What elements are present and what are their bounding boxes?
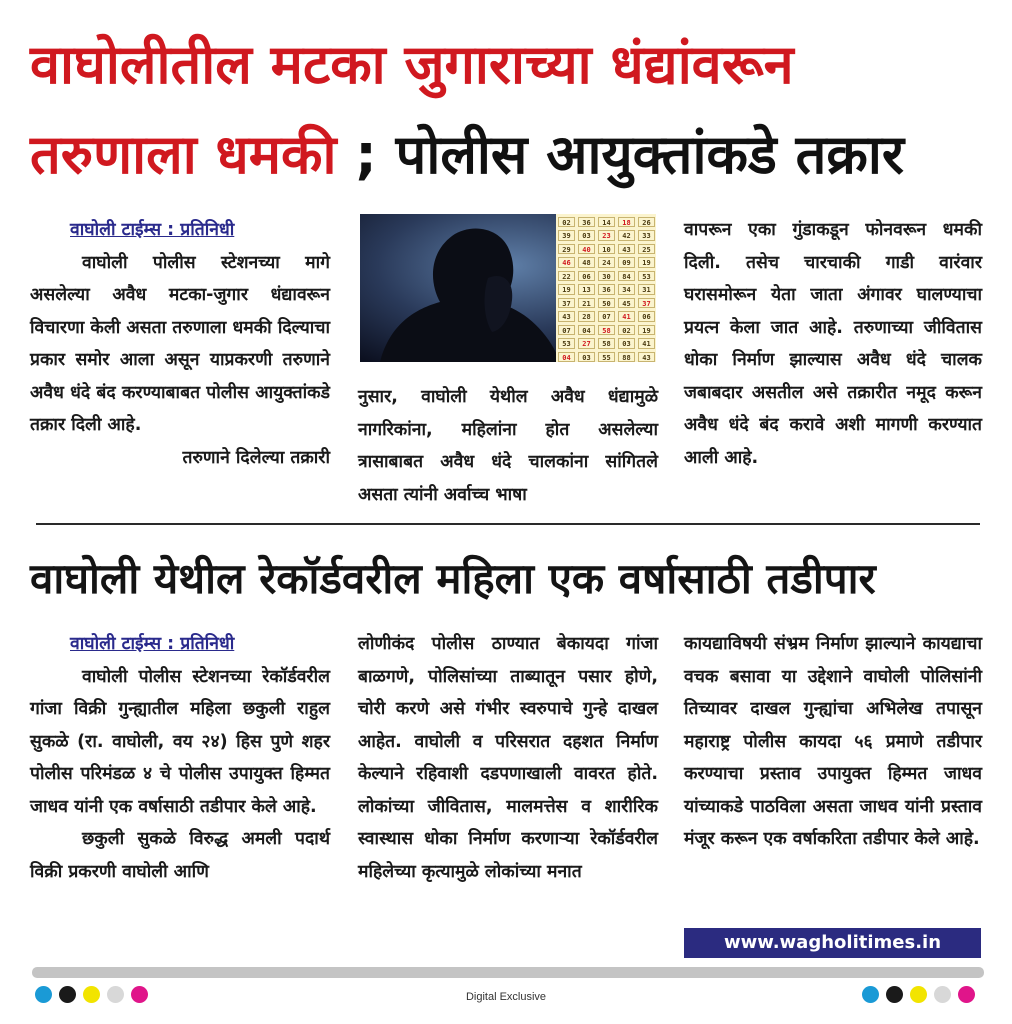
article-2-byline: वाघोली टाईम्स : प्रतिनिधी [70, 634, 235, 654]
grid-number: 06 [638, 311, 655, 321]
grid-number: 53 [558, 338, 575, 348]
article-1-photo [360, 214, 656, 362]
grid-number: 29 [558, 244, 575, 254]
grid-number: 24 [598, 257, 615, 267]
headline-2: वाघोली येथील रेकॉर्डवरील महिला एक वर्षासाठी तडीपार [30, 554, 876, 603]
grid-number: 55 [598, 352, 615, 362]
grid-number: 25 [638, 244, 655, 254]
grid-number: 04 [558, 352, 575, 362]
article-2-column-2-text: लोणीकंद पोलीस ठाण्यात बेकायदा गांजा बाळगणे, पोलिसांच्या ताब्यातून पसार होणे, चोरी करणे असे गंभीर स्वरुपाचे गुन्हे दाखल आहेत. वाघोली व परिसरात दहशत निर्माण केल्याने रहिवाशी दडपणाखाली वावरत होते. लोकांच्या जीवितास, मालमत्तेस व शारीरिक स्वास्थास धोका निर्माण करणाऱ्या रेकॉर्डवरील महिलेच्या कृत्यामुळे लोकांच्या मनात [358, 634, 658, 882]
grid-number: 58 [598, 325, 615, 335]
grid-number: 22 [558, 271, 575, 281]
grid-number: 36 [598, 284, 615, 294]
grid-number: 23 [598, 230, 615, 240]
grid-number: 07 [598, 311, 615, 321]
article-2-paragraph-1: वाघोली पोलीस स्टेशनच्या रेकॉर्डवरील गांजा विक्री गुन्ह्यातील महिला छकुली राहुल सुकळे (रा. वाघोली, वय २४) हिस पुणे शहर पोलीस परिमंडळ ४ चे पोलीस उपायुक्त हिम्मत जाधव यांनी एक वर्षासाठी तडीपार केले आहे. [30, 666, 330, 817]
grid-number: 03 [618, 338, 635, 348]
footer-label: Digital Exclusive [465, 991, 547, 1003]
article-1-column-2-text: नुसार, वाघोली येथील अवैध धंद्यामुळे नागरिकांना, महिलांना होत असलेल्या त्रासाबाबत अवैध धंदे चालकांना सांगितले असता त्यांनी अर्वाच्च भाषा [358, 387, 658, 505]
grid-number: 27 [578, 338, 595, 348]
grid-number: 41 [618, 311, 635, 321]
grid-number: 14 [598, 217, 615, 227]
grid-number: 84 [618, 271, 635, 281]
grid-number: 19 [558, 284, 575, 294]
grid-number: 34 [618, 284, 635, 294]
grid-number: 88 [618, 352, 635, 362]
grid-number: 02 [558, 217, 575, 227]
grid-number: 41 [638, 338, 655, 348]
grid-number: 36 [578, 217, 595, 227]
article-2-column-1 [30, 628, 330, 888]
grid-number: 07 [558, 325, 575, 335]
article-2-column-3 [684, 628, 982, 856]
article-2-column-3-text: कायद्याविषयी संभ्रम निर्माण झाल्याने कायद्याचा वचक बसावा या उद्देशाने वाघोली पोलिसांनी तिच्यावर दाखल गुन्ह्यांचा अभिलेख तपासून महाराष्ट्र पोलीस कायदा ५६ प्रमाणे तडीपार करण्याचा प्रस्ताव उपायुक्त हिम्मत जाधव यांच्याकडे पाठविला असता जाधव यांनी प्रस्ताव मंजूर करून एक वर्षाकरिता तडीपार केले आहे. [684, 634, 982, 849]
grid-number: 46 [558, 257, 575, 267]
grid-number: 58 [598, 338, 615, 348]
article-1-column-3 [684, 214, 982, 474]
grid-number: 04 [578, 325, 595, 335]
magenta-dot [958, 986, 975, 1003]
grid-number: 10 [598, 244, 615, 254]
grid-number: 13 [578, 284, 595, 294]
grid-number: 30 [598, 271, 615, 281]
grid-number: 37 [558, 298, 575, 308]
grid-number: 39 [558, 230, 575, 240]
footer-bar [32, 967, 984, 978]
grey-dot [934, 986, 951, 1003]
headline-1-line-1: वाघोलीतील मटका जुगाराच्या धंद्यांवरून [30, 33, 794, 96]
grid-number: 48 [578, 257, 595, 267]
grid-number: 03 [578, 352, 595, 362]
article-2-paragraph-2: छकुली सुकळे विरुद्ध अमली पदार्थ विक्री प्रकरणी वाघोली आणि [30, 829, 330, 882]
grid-number: 31 [638, 284, 655, 294]
yellow-dot [910, 986, 927, 1003]
grid-number: 02 [618, 325, 635, 335]
headline-1-line-2 [30, 123, 990, 186]
grid-number: 43 [618, 244, 635, 254]
section-divider [36, 523, 980, 525]
grid-number: 33 [638, 230, 655, 240]
grid-number: 43 [558, 311, 575, 321]
grid-number: 40 [578, 244, 595, 254]
grid-number: 37 [638, 298, 655, 308]
grid-number: 19 [638, 257, 655, 267]
grid-number: 03 [578, 230, 595, 240]
headline-1-red-part: तरुणाला धमकी [30, 123, 337, 186]
cyan-dot [862, 986, 879, 1003]
grid-number: 09 [618, 257, 635, 267]
grid-number: 06 [578, 271, 595, 281]
grid-number: 18 [618, 217, 635, 227]
grid-number: 28 [578, 311, 595, 321]
grid-number: 50 [598, 298, 615, 308]
grid-number: 19 [638, 325, 655, 335]
registration-dots-right [862, 986, 975, 1003]
grid-number: 26 [638, 217, 655, 227]
grid-number: 53 [638, 271, 655, 281]
article-1-paragraph-1: वाघोली पोलीस स्टेशनच्या मागे असलेल्या अवैध मटका-जुगार धंद्यावरून विचारणा केली असता तरुणाला धमकी दिल्याचा प्रकार समोर आला असून याप्रकरणी तरुणाने अवैध धंदे बंद करण्याबाबत पोलीस आयुक्तांकडे तक्रार दिली आहे. [30, 252, 330, 435]
article-2-column-2 [358, 628, 658, 888]
number-grid [556, 214, 656, 362]
article-1-byline: वाघोली टाईम्स : प्रतिनिधी [70, 220, 235, 240]
article-1-column-2 [358, 381, 658, 511]
article-1-column-1 [30, 214, 330, 474]
black-dot [886, 986, 903, 1003]
grid-number: 45 [618, 298, 635, 308]
website-link[interactable]: www.wagholitimes.in [684, 928, 981, 958]
grid-number: 42 [618, 230, 635, 240]
article-1-paragraph-2: तरुणाने दिलेल्या तक्रारी [182, 447, 330, 468]
article-1-column-3-text: वापरून एका गुंडाकडून फोनवरून धमकी दिली. तसेच चारचाकी गाडी वारंवार घरासमोरून येता जाता अंगावर घालण्याचा प्रयत्न केला जात आहे. तरुणाच्या जीवितास धोका निर्माण झाल्यास अवैध धंदे चालक जबाबदार असतील असे तक्रारीत नमूद करून अवैध धंदे बंद करावे अशी मागणी करण्यात आली आहे. [684, 220, 982, 468]
grid-number: 43 [638, 352, 655, 362]
headline-1-black-part: ; पोलीस आयुक्तांकडे तक्रार [336, 123, 904, 186]
grid-number: 21 [578, 298, 595, 308]
